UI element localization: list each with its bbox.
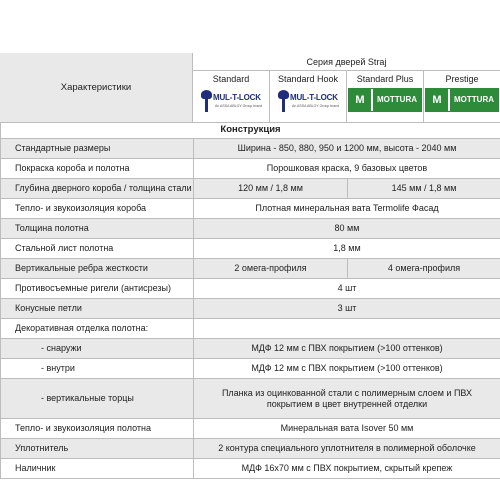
column-name: Prestige [445,74,479,84]
column-name: Standard [212,74,250,84]
table-row [1,159,500,179]
row-label: Конусные петли [1,299,194,319]
row-label: Толщина полотна [1,219,194,239]
key-icon [278,90,289,112]
table-row [1,259,500,279]
row-label: Стандартные размеры [1,139,194,159]
row-value: Минеральная вата Isover 50 мм [194,419,500,439]
row-label: - снаружи [1,339,194,359]
row-label: Тепло- и звукоизоляция короба [1,199,194,219]
mottura-mark-icon: M [349,89,371,111]
spec-table [0,122,500,479]
table-row [1,339,500,359]
mul-t-lock-logo [274,88,342,116]
table-row [1,299,500,319]
row-label: Глубина дверного короба / толщина стали [1,179,194,199]
table-row [1,459,500,479]
mottura-logo [348,88,422,112]
column-name: Standard Hook [277,74,339,84]
row-value: Плотная минеральная вата Termolife Фасад [194,199,500,219]
series-label: Серия дверей Straj [306,57,387,67]
table-row [1,319,500,339]
row-value: Порошковая краска, 9 базовых цветов [194,159,500,179]
row-value: 2 контура специального уплотнителя в полимерной оболочке [194,439,500,459]
section-title: Конструкция [1,123,500,139]
row-label: Наличник [1,459,194,479]
table-row [1,379,500,419]
row-value [194,319,500,339]
row-value: 3 шт [194,299,500,319]
table-row [1,179,500,199]
row-label: Уплотнитель [1,439,194,459]
logo-tagline: An ASSA ABLOY Group brand [215,104,263,108]
row-label: Покраска короба и полотна [1,159,194,179]
mottura-logo [425,88,499,112]
logo-tagline: An ASSA ABLOY Group brand [292,104,340,108]
table-row [1,359,500,379]
key-icon [201,90,212,112]
characteristics-label: Характеристики [60,82,132,93]
characteristics-header [0,53,193,122]
logo-text: MUL-T-LOCK [290,93,338,102]
column-standard-plus [347,71,424,122]
row-label: - вертикальные торцы [1,379,194,419]
row-value-left: 120 мм / 1,8 мм [194,179,348,199]
row-value: 4 шт [194,279,500,299]
column-name: Standard Plus [356,74,414,84]
logo-text: MOTTURA [373,89,421,111]
column-prestige [424,71,500,122]
row-label: Декоративная отделка полотна: [1,319,194,339]
table-row [1,279,500,299]
mottura-mark-icon: M [426,89,448,111]
row-value: МДФ 16х70 мм с ПВХ покрытием, скрытый крепеж [194,459,500,479]
table-row [1,239,500,259]
logo-text: MOTTURA [450,89,498,111]
row-value: МДФ 12 мм с ПВХ покрытием (>100 оттенков) [194,359,500,379]
table-row [1,219,500,239]
row-value-right: 4 омега-профиля [348,259,500,279]
row-value: МДФ 12 мм с ПВХ покрытием (>100 оттенков) [194,339,500,359]
table-row [1,419,500,439]
row-label: Вертикальные ребра жесткости [1,259,194,279]
table-row [1,199,500,219]
table-row [1,139,500,159]
row-value: Планка из оцинкованной стали с полимерным слоем и ПВХ покрытием в цвет внутренней отделки [194,379,500,419]
row-value-right: 145 мм / 1,8 мм [348,179,500,199]
mul-t-lock-logo [197,88,265,116]
logo-text: MUL-T-LOCK [213,93,261,102]
row-label: Стальной лист полотна [1,239,194,259]
row-value: Ширина - 850, 880, 950 и 1200 мм, высота - 2040 мм [194,139,500,159]
row-label: Противосъемные ригели (антисрезы) [1,279,194,299]
table-row [1,439,500,459]
series-header [193,53,500,71]
row-label: Тепло- и звукоизоляция полотна [1,419,194,439]
row-value: 80 мм [194,219,500,239]
row-value-left: 2 омега-профиля [194,259,348,279]
column-standard [193,71,270,122]
section-row [1,123,500,139]
row-label: - внутри [1,359,194,379]
column-standard-hook [270,71,347,122]
row-value: 1,8 мм [194,239,500,259]
